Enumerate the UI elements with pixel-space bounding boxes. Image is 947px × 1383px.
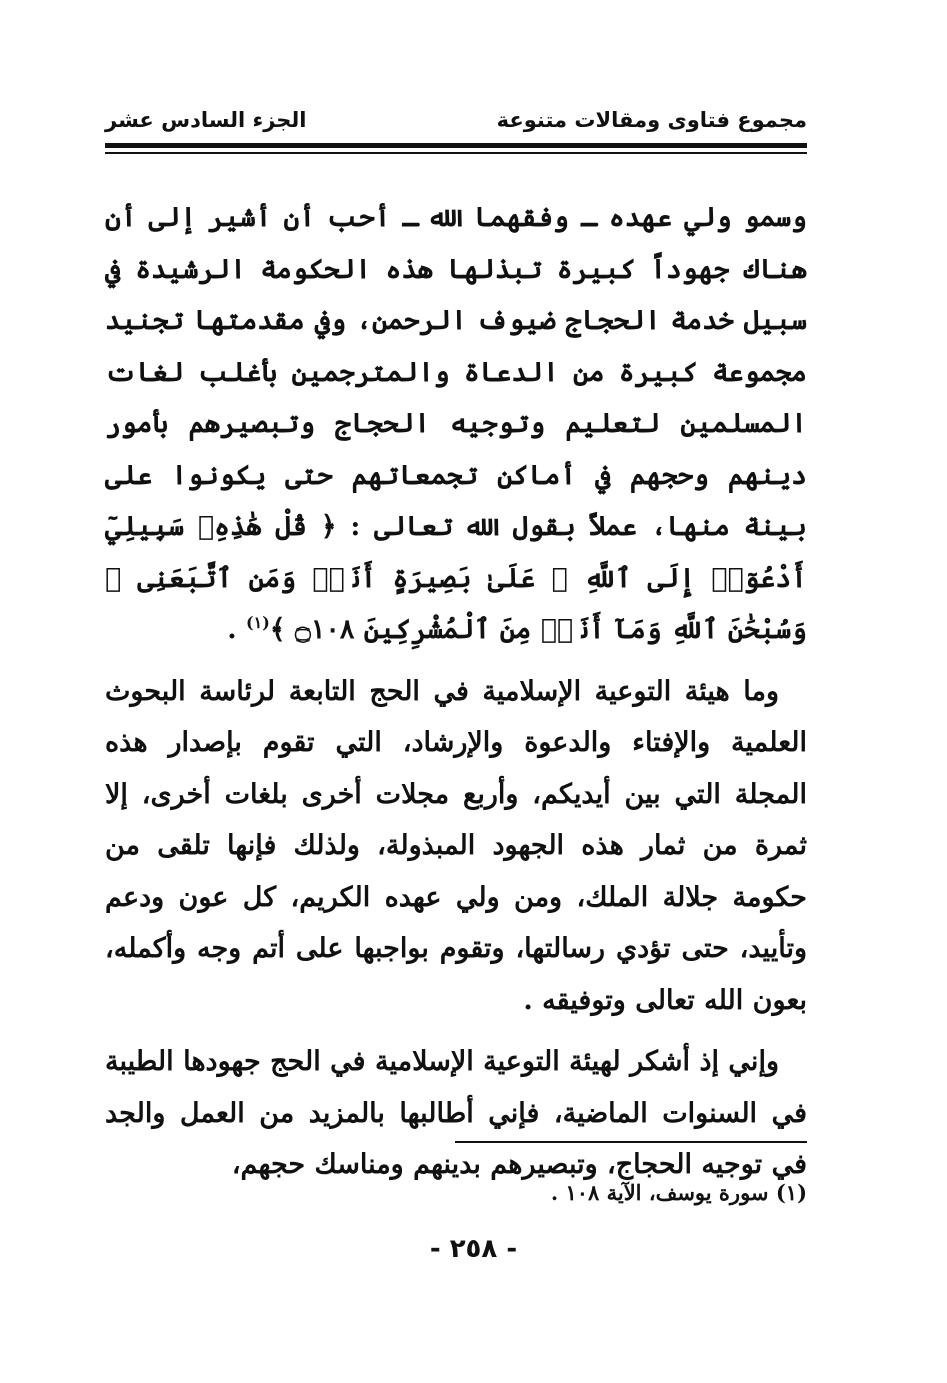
running-header [105, 108, 807, 142]
volume-label: الجزء السادس عشر [105, 108, 307, 132]
paragraph-3: وإني إذ أشكر لهيئة التوعية الإسلامية في الحج جهودها الطيبة في السنوات الماضية، فإني أطالبها بالمزيد من العمل والجد في توجيه الحجاج، وتبصيرهم بدينهم ومناسك حجهم، [105, 1046, 807, 1180]
page-number: - ٢٥٨ - [429, 1234, 518, 1264]
footnote-separator [455, 1141, 807, 1143]
footnote-marker: (١) [246, 613, 270, 632]
book-title: مجموع فتاوى ومقالات متنوعة [496, 108, 807, 132]
paragraph-1-text: وسمو ولي عهده ـ وفقهما الله ـ أحب أن أشير إلى أن هناك جهوداً كبيرة تبذلها هذه الحكومة الرشيدة في سبيل خدمة الحجاج ضيوف الرحمن، وفي مقدمتها تجنيد مجموعة كبيرة من الدعاة والمترجمين بأغلب لغات المسلمين لتعليم وتوجيه الحجاج وتبصيرهم بأمور دينهم وحجهم في أماكن تجمعاتهم حتى يكونوا على بينة منها، عملاً بقول الله تعالى : [105, 202, 807, 542]
footnote: (١) سورة يوسف، الآية ١٠٨ . [550, 1180, 807, 1205]
paragraph-1-tail: . [227, 614, 247, 645]
header-rule-thin [105, 152, 807, 154]
body-text [105, 192, 807, 1201]
header-rule-thick [105, 143, 807, 148]
paragraph-2: وما هيئة التوعية الإسلامية في الحج التابعة لرئاسة البحوث العلمية والإفتاء والدعوة والإرشاد، التي تقوم بإصدار هذه المجلة التي بين أيديكم، وأربع مجلات أخرى بلغات أخرى، إلا ثمرة من ثمار هذه الجهود المبذولة، ولذلك فإنها تلقى من حكومة جلالة الملك، ومن ولي عهده الكريم، كل عون ودعم وتأييد، حتى تؤدي رسالتها، وتقوم بواجبها على أتم وجه وأكمله، بعون الله تعالى وتوفيقه . [105, 675, 807, 1016]
paragraph-1 [105, 192, 807, 656]
quran-verse: ﴿ قُلْ هَٰذِهِۦ سَبِيلِيٓ أَدْعُوٓا۟ إِلَى ٱللَّهِ ۚ عَلَىٰ بَصِيرَةٍ أَنَا۠ وَمَنِ ٱتَّبَعَنِى ۖ وَسُبْحَٰنَ ٱللَّهِ وَمَآ أَنَا۠ مِنَ ٱلْمُشْرِكِينَ ۝١٠٨ ﴾ [105, 511, 807, 645]
